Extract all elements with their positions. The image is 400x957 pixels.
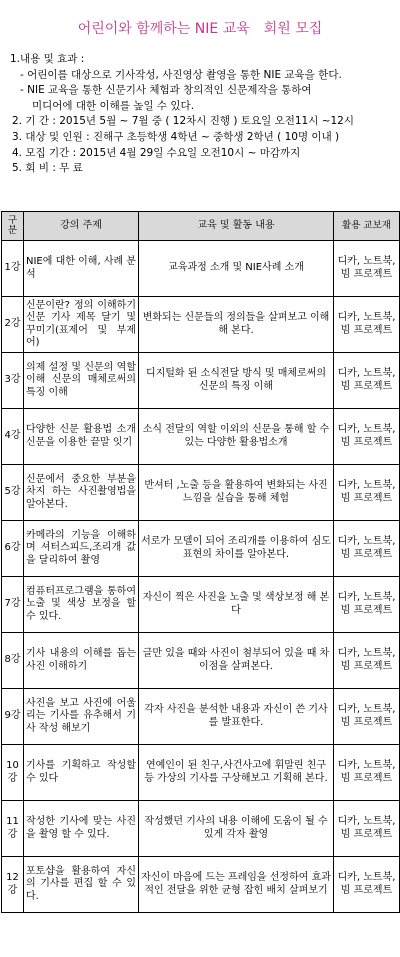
- lecture-tools: 디카, 노트북, 빔 프로젝트: [334, 633, 400, 689]
- lecture-number: 8강: [2, 633, 24, 689]
- lecture-content: 반셔터 ,노출 등을 활용하여 변화되는 사진느낌을 실습을 통해 체험: [139, 465, 334, 521]
- lecture-content: 서로가 모델이 되어 조리개를 이용하여 심도표현의 차이를 알아본다.: [139, 521, 334, 577]
- lecture-topic: 신문에서 중요한 부분을 차지 하는 사진촬영법을 알아본다.: [24, 465, 139, 521]
- table-row: [2, 633, 400, 689]
- lecture-topic: 의제 설정 및 신문의 역할 이해 신문의 매체로써의 특징 이해: [24, 353, 139, 409]
- lecture-number: 11강: [2, 801, 24, 857]
- table-row: [2, 577, 400, 633]
- intro-line: 3. 대상 및 인원 : 진해구 초등학생 4학년 ~ 중학생 2학년 ( 10명 이내 ): [12, 130, 340, 143]
- lecture-content: 글만 있을 때와 사진이 첨부되어 있을 때 차이점을 살펴본다.: [139, 633, 334, 689]
- lecture-topic: 다양한 신문 활용법 소개 신문을 이용한 끝말 잇기: [24, 409, 139, 465]
- intro-line: 미디어에 대한 이해를 높일 수 있다.: [32, 99, 195, 112]
- lecture-number: 5강: [2, 465, 24, 521]
- lecture-number: 9강: [2, 689, 24, 745]
- lecture-tools: 디카, 노트북, 빔 프로젝트: [334, 745, 400, 801]
- intro-section: [10, 52, 396, 177]
- lecture-number: 1강: [2, 241, 24, 297]
- lecture-content: 연예인이 된 친구,사건사고에 휘말린 친구 등 가상의 기사를 구상해보고 기획해 본다.: [139, 745, 334, 801]
- table-row: [2, 241, 400, 297]
- title-main: 어린이와 함께하는 NIE 교육: [77, 21, 250, 37]
- lecture-number: 3강: [2, 353, 24, 409]
- lecture-topic: NIE에 대한 이해, 사례 분석: [24, 241, 139, 297]
- lecture-tools: 디카, 노트북, 빔 프로젝트: [334, 241, 400, 297]
- lecture-number: 4강: [2, 409, 24, 465]
- page-title: [0, 18, 400, 38]
- lecture-tools: 디카, 노트북, 빔 프로젝트: [334, 577, 400, 633]
- intro-line: 2. 기 간 : 2015년 5월 ~ 7월 중 ( 12차시 진행 ) 토요일 오전11시 ~12시: [12, 115, 355, 128]
- lecture-number: 2강: [2, 297, 24, 353]
- lecture-topic: 기사 내용의 이해를 돕는 사진 이해하기: [24, 633, 139, 689]
- intro-line: - 어린이를 대상으로 기사작성, 사진영상 촬영을 통한 NIE 교육을 한다.: [20, 68, 342, 81]
- lecture-content: 소식 전달의 역할 이외의 신문을 통해 할 수있는 다양한 활용법소개: [139, 409, 334, 465]
- lecture-content: 자신이 마음에 드는 프레임을 선정하여 효과적인 전달을 위한 균형 잡힌 배치 살펴보기: [139, 857, 334, 913]
- lecture-topic: 기사를 기획하고 작성할 수 있다: [24, 745, 139, 801]
- table-header-row: [2, 212, 400, 241]
- lecture-number: 6강: [2, 521, 24, 577]
- lecture-content: 변화되는 신문들의 정의들을 살펴보고 이해해 본다.: [139, 297, 334, 353]
- table-row: [2, 689, 400, 745]
- table-row: [2, 745, 400, 801]
- table-row: [2, 297, 400, 353]
- header-topic: 강의 주제: [24, 212, 139, 241]
- lecture-topic: 작성한 기사에 맞는 사진을 촬영 할 수 있다.: [24, 801, 139, 857]
- table-row: [2, 801, 400, 857]
- lecture-topic: 포토샵을 활용하여 자신의 기사를 편집 할 수 있다.: [24, 857, 139, 913]
- table-row: [2, 465, 400, 521]
- table-row: [2, 521, 400, 577]
- header-tools: 활용 교보재: [334, 212, 400, 241]
- lecture-content: 작성했던 기사의 내용 이해에 도움이 될 수 있게 각자 촬영: [139, 801, 334, 857]
- lecture-content: 디지털화 된 소식전달 방식 및 매체로써의 신문의 특징 이해: [139, 353, 334, 409]
- intro-line: 1.내용 및 효과 :: [10, 53, 85, 65]
- lecture-tools: 디카, 노트북, 빔 프로젝트: [334, 857, 400, 913]
- lecture-tools: 디카, 노트북, 빔 프로젝트: [334, 689, 400, 745]
- intro-line: 5. 회 비 : 무 료: [12, 162, 83, 175]
- lecture-number: 12강: [2, 857, 24, 913]
- lecture-content: 교육과정 소개 및 NIE사례 소개: [139, 241, 334, 297]
- lecture-topic: 신문이란? 정의 이해하기 신문 기사 제목 달기 및 꾸미기(표제어 및 부제어): [24, 297, 139, 353]
- lecture-number: 10강: [2, 745, 24, 801]
- header-content: 교육 및 활동 내용: [139, 212, 334, 241]
- intro-line: - NIE 교육을 통한 신문기사 체험과 창의적인 신문제작을 통하여: [20, 84, 312, 97]
- lecture-topic: 사진을 보고 사진에 어울리는 기사를 유추해서 기사 작성 해보기: [24, 689, 139, 745]
- lecture-topic: 카메라의 기능을 이해하며 셔터스피드,조리개 값을 달리하여 촬영: [24, 521, 139, 577]
- lecture-tools: 디카, 노트북, 빔 프로젝트: [334, 297, 400, 353]
- lecture-content: 각자 사진을 분석한 내용과 자신이 쓴 기사를 발표한다.: [139, 689, 334, 745]
- table-row: [2, 857, 400, 913]
- title-recruit: 회원 모집: [263, 21, 323, 37]
- table-row: [2, 409, 400, 465]
- lecture-tools: 디카, 노트북, 빔 프로젝트: [334, 353, 400, 409]
- lecture-tools: 디카, 노트북, 빔 프로젝트: [334, 801, 400, 857]
- lecture-number: 7강: [2, 577, 24, 633]
- intro-line: 4. 모집 기간 : 2015년 4월 29일 수요일 오전10시 ~ 마감까지: [12, 146, 301, 159]
- lecture-tools: 디카, 노트북, 빔 프로젝트: [334, 521, 400, 577]
- lecture-tools: 디카, 노트북, 빔 프로젝트: [334, 409, 400, 465]
- header-num: 구분: [2, 212, 24, 241]
- lecture-content: 자신이 찍은 사진을 노출 및 색상보정 해 본다: [139, 577, 334, 633]
- table-row: [2, 353, 400, 409]
- lecture-topic: 컴퓨터프로그램을 통하여 노출 및 색상 보정을 할 수 있다.: [24, 577, 139, 633]
- lecture-tools: 디카, 노트북, 빔 프로젝트: [334, 465, 400, 521]
- curriculum-table: [1, 211, 400, 913]
